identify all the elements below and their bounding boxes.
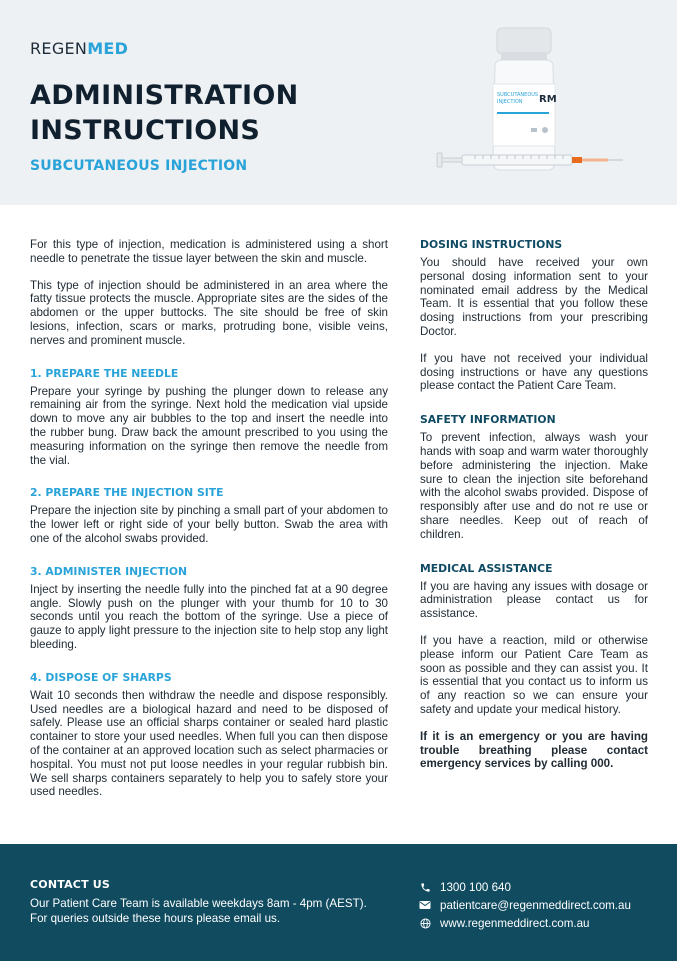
- step-1-text: Prepare your syringe by pushing the plunger down to release any remaining air from the syringe. Next hold the medication vial upside down to move any air bubbles to the top and insert the needle into the rubber bung. Draw back the amount prescribed to you using the measuring information on the syringe then remove the needle from the vial.: [30, 384, 388, 467]
- contact-hours-line-2: For queries outside these hours please email us.: [30, 912, 281, 925]
- contact-email[interactable]: [418, 896, 631, 914]
- step-3-heading: 3. ADMINISTER INJECTION: [30, 564, 188, 578]
- contact-website-text: www.regenmeddirect.com.au: [440, 916, 590, 930]
- page-subtitle: SUBCUTANEOUS INJECTION: [30, 158, 248, 174]
- globe-icon: [418, 916, 432, 930]
- intro-paragraph-1: For this type of injection, medication is administered using a short needle to penetrate the tissue layer between the skin and muscle.: [30, 238, 388, 265]
- vial-syringe-illustration: [435, 22, 625, 182]
- step-4-text: Wait 10 seconds then withdraw the needle and dispose responsibly. Used needles are a biological hazard and need to be disposed of safely. Please use an official sharps container or sealed hard plastic container to store your used needles. When full you can then dispose of the container at an approved location such as select pharmacies or hospital. You must not put loose needles in your regular rubbish bin. We sell sharps containers separately to help you to safely store your used needles.: [30, 688, 388, 799]
- contact-heading: CONTACT US: [30, 878, 111, 891]
- syringe-graphic: [437, 153, 623, 167]
- page-title: ADMINISTRATION INSTRUCTIONS: [30, 80, 299, 146]
- brand-logo-part1: REGEN: [30, 39, 88, 58]
- header-banner: [0, 0, 677, 205]
- email-icon: [418, 898, 432, 912]
- contact-footer: [0, 844, 677, 961]
- medical-paragraph-1: If you are having any issues with dosage or administration please contact us for assistance.: [420, 579, 648, 621]
- step-2-heading: 2. PREPARE THE INJECTION SITE: [30, 486, 224, 500]
- step-2-text: Prepare the injection site by pinching a small part of your abdomen to the lower left or right side of your belly button. Swab the area with one of the alcohol swabs provided.: [30, 504, 388, 545]
- brand-logo[interactable]: [30, 39, 128, 58]
- medical-paragraph-2: If you have a reaction, mild or otherwise please inform our Patient Care Team as soon as possible and they can assist you. It is essential that you contact us to inform us of any reaction so we can ensure your safety and update your medical history.: [420, 633, 648, 716]
- dosing-heading: DOSING INSTRUCTIONS: [420, 238, 563, 251]
- phone-icon: [418, 880, 432, 894]
- contact-hours-text: [30, 896, 390, 926]
- right-column: [420, 238, 648, 771]
- vial-label-line2: INJECTION: [497, 99, 523, 105]
- contact-phone-text: 1300 100 640: [440, 880, 511, 894]
- contact-hours-line-1: Our Patient Care Team is available weekdays 8am - 4pm (AEST).: [30, 897, 367, 910]
- step-1-heading: 1. PREPARE THE NEEDLE: [30, 366, 179, 380]
- intro-paragraph-2: This type of injection should be administered in an area where the fatty tissue protects the muscle. Appropriate sites are the sides of the abdomen or the upper buttocks. The site should be free of skin lesions, infection, scars or marks, protruding bone, visible veins, nerves and prominent muscle.: [30, 278, 388, 347]
- dosing-paragraph-2: If you have not received your individual dosing instructions or have any questions please contact the Patient Care Team.: [420, 351, 648, 393]
- safety-paragraph: To prevent infection, always wash your hands with soap and warm water thoroughly before administering the injection. Make sure to clean the injection site beforehand with the alcohol swabs provided. Dispose of responsibly after use and do not re use or share needles. Keep out of reach of children.: [420, 431, 648, 541]
- contact-details: [418, 878, 631, 932]
- emergency-notice: If it is an emergency or you are having trouble breathing please contact emergency services by calling 000.: [420, 729, 648, 771]
- brand-logo-part2: MED: [87, 39, 129, 58]
- safety-heading: SAFETY INFORMATION: [420, 413, 556, 427]
- dosing-paragraph-1: You should have received your own personal dosing information sent to your nominated email address by the Medical Team. It is essential that you follow these dosing instructions from your prescribing Doctor.: [420, 256, 648, 338]
- vial-label-line1: SUBCUTANEOUS: [497, 92, 539, 98]
- left-column: [30, 238, 388, 799]
- medical-heading: MEDICAL ASSISTANCE: [420, 561, 553, 575]
- contact-email-text: patientcare@regenmeddirect.com.au: [440, 898, 631, 912]
- step-3-text: Inject by inserting the needle fully into the pinched fat at a 90 degree angle. Slowly push on the plunger with your thumb for 10 to 30 seconds until you reach the bottom of the syringe. Use a piece of gauze to apply light pressure to the injection site to help stop any light bleeding.: [30, 582, 388, 651]
- contact-phone[interactable]: [418, 878, 631, 896]
- contact-website[interactable]: [418, 914, 631, 932]
- step-4-heading: 4. DISPOSE OF SHARPS: [30, 670, 172, 684]
- vial-label-mark: RM: [539, 94, 557, 105]
